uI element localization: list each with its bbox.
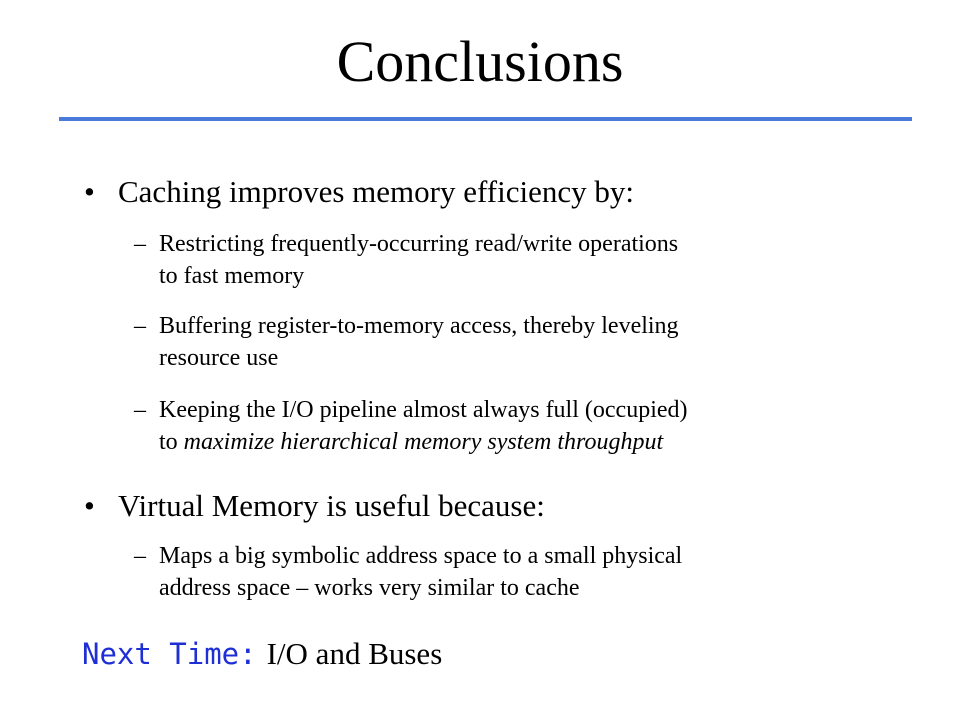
subpoint-line: to fast memory <box>159 263 305 289</box>
bullet-marker: • <box>84 174 95 209</box>
title-underline-rule <box>59 117 912 121</box>
dash-marker: – <box>134 313 146 339</box>
bullet-text: Virtual Memory is useful because: <box>118 488 545 523</box>
subpoint-line: address space – works very similar to cache <box>159 575 580 601</box>
subpoint-keeping <box>134 394 864 458</box>
dash-marker: – <box>134 397 146 423</box>
subpoint-line: Keeping the I/O pipeline almost always full (occupied) <box>159 397 688 423</box>
subpoint-line <box>159 426 864 458</box>
subpoint-restricting <box>134 228 864 292</box>
dash-marker: – <box>134 231 146 257</box>
subpoint-maps <box>134 540 864 604</box>
dash-marker: – <box>134 543 146 569</box>
next-time-topic: I/O and Buses <box>266 636 443 671</box>
slide-title: Conclusions <box>336 29 624 94</box>
bullet-text: Caching improves memory efficiency by: <box>118 174 634 209</box>
subpoint-line: Restricting frequently-occurring read/write operations <box>159 231 679 257</box>
next-time-footer <box>82 634 442 674</box>
subpoint-line: resource use <box>159 345 279 371</box>
next-time-label: Next Time: <box>82 637 257 671</box>
subpoint-line: Buffering register-to-memory access, thereby leveling <box>159 313 679 339</box>
bullet-marker: • <box>84 488 95 523</box>
emphasized-text: maximize hierarchical memory system throughput <box>183 429 664 455</box>
subpoint-buffering <box>134 310 864 374</box>
subpoint-line: Maps a big symbolic address space to a small physical <box>159 543 683 569</box>
subpoint-prefix: to <box>159 429 184 455</box>
